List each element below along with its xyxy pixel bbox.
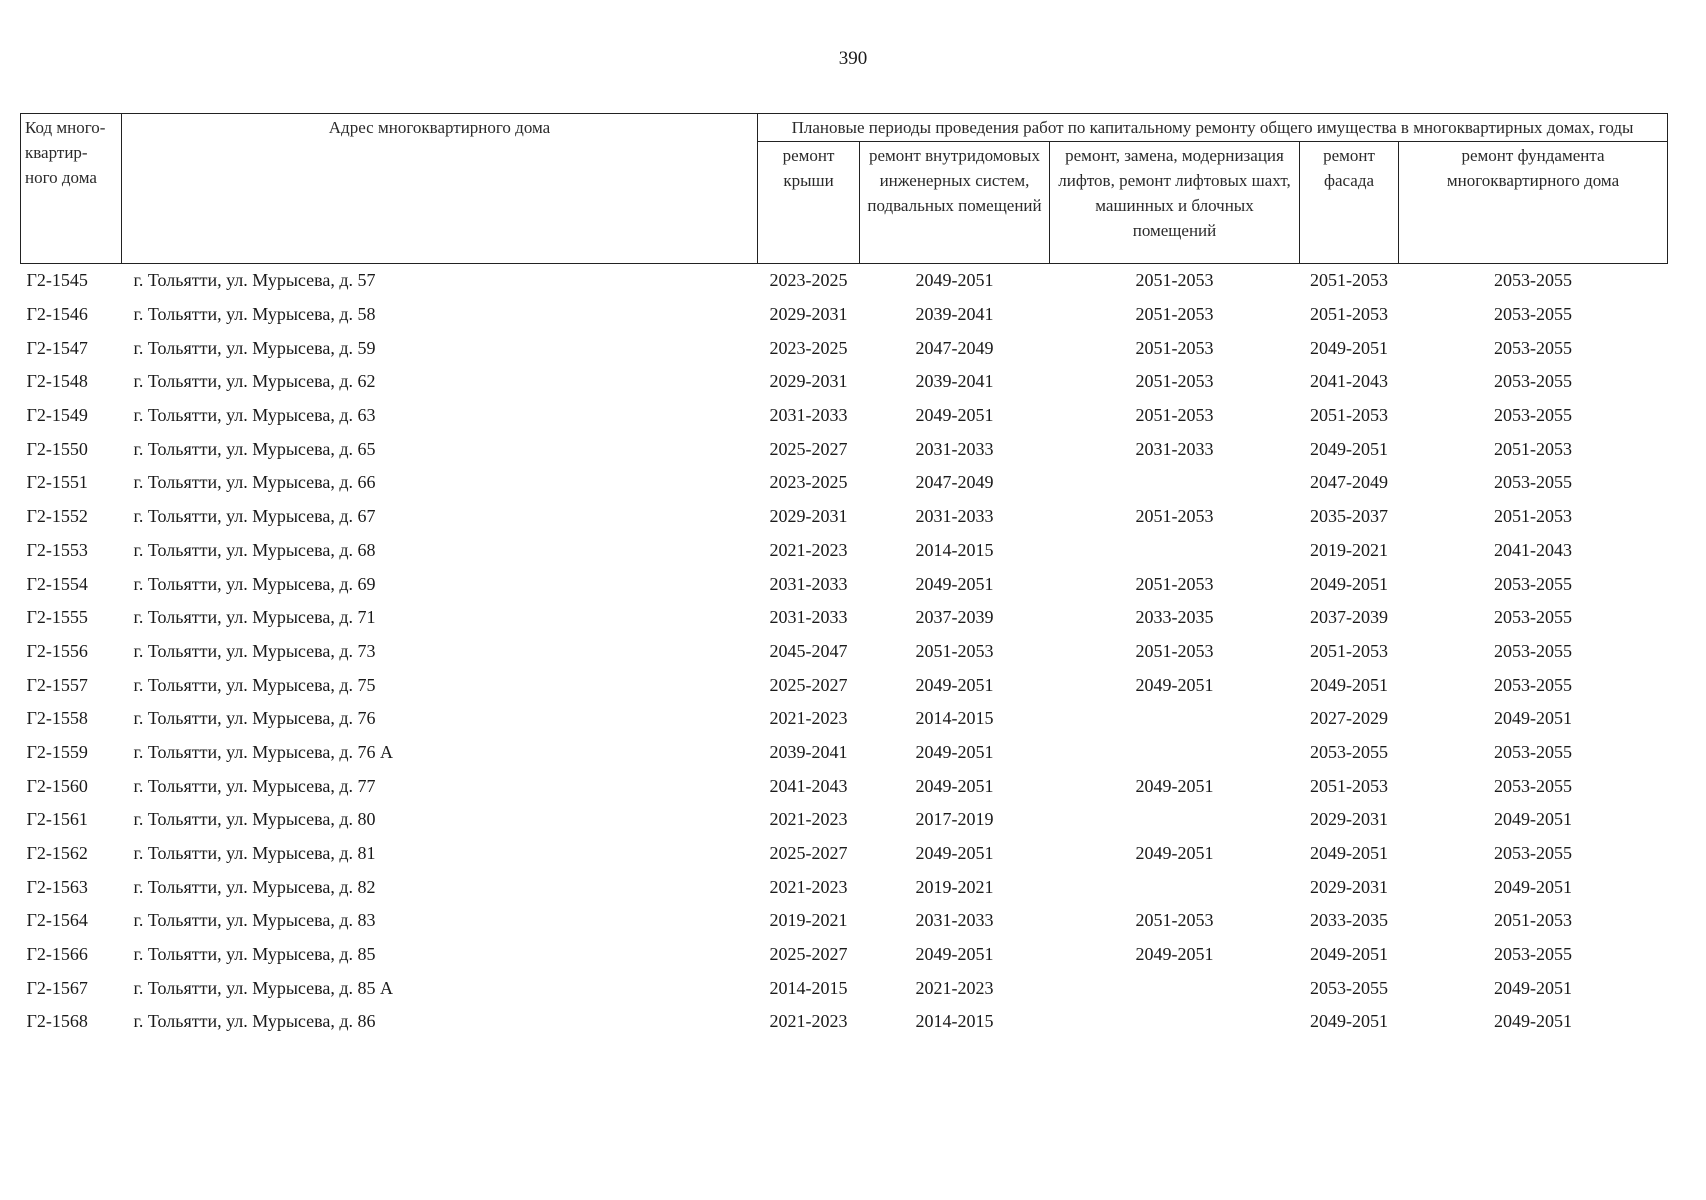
cell-foundation: 2049-2051 (1494, 1011, 1573, 1032)
cell-address: г. Тольятти, ул. Мурысева, д. 59 (133, 337, 376, 358)
cell-roof: 2025-2027 (769, 438, 848, 459)
cell-facade: 2041-2043 (1310, 371, 1388, 392)
cell-foundation: 2049-2051 (1494, 977, 1573, 998)
cell-foundation: 2053-2055 (1494, 472, 1573, 493)
cell-facade: 2049-2051 (1310, 438, 1388, 459)
table-row (21, 567, 1668, 601)
cell-engineering: 2049-2051 (915, 775, 994, 796)
table-header (21, 114, 1668, 264)
cell-foundation: 2053-2055 (1494, 573, 1573, 594)
cell-elevators: 2033-2035 (1135, 607, 1214, 628)
cell-roof: 2039-2041 (769, 741, 848, 762)
cell-facade: 2049-2051 (1310, 1011, 1388, 1032)
table-row (21, 870, 1668, 904)
cell-engineering: 2049-2051 (915, 944, 994, 965)
header-address: Адрес многоквартирного дома (122, 114, 758, 264)
cell-foundation: 2049-2051 (1494, 708, 1573, 729)
cell-foundation: 2053-2055 (1494, 674, 1573, 695)
cell-address: г. Тольятти, ул. Мурысева, д. 76 А (133, 741, 394, 762)
cell-engineering: 2037-2039 (915, 607, 994, 628)
cell-code: Г2-1568 (26, 1011, 88, 1032)
cell-facade: 2047-2049 (1310, 472, 1388, 493)
cell-elevators: 2051-2053 (1135, 573, 1214, 594)
cell-roof: 2023-2025 (769, 270, 848, 291)
cell-address: г. Тольятти, ул. Мурысева, д. 58 (133, 304, 376, 325)
cell-address: г. Тольятти, ул. Мурысева, д. 69 (133, 573, 376, 594)
cell-foundation: 2053-2055 (1494, 270, 1573, 291)
cell-facade: 2049-2051 (1310, 674, 1388, 695)
cell-facade: 2049-2051 (1310, 573, 1388, 594)
cell-address: г. Тольятти, ул. Мурысева, д. 71 (133, 607, 376, 628)
cell-address: г. Тольятти, ул. Мурысева, д. 57 (133, 270, 376, 291)
cell-roof: 2029-2031 (769, 371, 848, 392)
table-row (21, 466, 1668, 500)
cell-elevators (1050, 803, 1300, 837)
cell-code: Г2-1553 (26, 539, 88, 560)
table-row (21, 331, 1668, 365)
header-facade: ремонт фасада (1300, 142, 1399, 264)
cell-elevators: 2051-2053 (1135, 910, 1214, 931)
cell-roof: 2021-2023 (769, 1011, 848, 1032)
cell-elevators: 2049-2051 (1135, 843, 1214, 864)
cell-roof: 2021-2023 (769, 809, 848, 830)
cell-engineering: 2047-2049 (915, 472, 994, 493)
cell-engineering: 2049-2051 (915, 843, 994, 864)
cell-foundation: 2041-2043 (1494, 539, 1573, 560)
cell-roof: 2029-2031 (769, 304, 848, 325)
cell-roof: 2025-2027 (769, 944, 848, 965)
cell-address: г. Тольятти, ул. Мурысева, д. 73 (133, 640, 376, 661)
cell-roof: 2031-2033 (769, 405, 848, 426)
cell-code: Г2-1551 (26, 472, 88, 493)
cell-foundation: 2053-2055 (1494, 741, 1573, 762)
cell-roof: 2021-2023 (769, 876, 848, 897)
cell-foundation: 2051-2053 (1494, 438, 1573, 459)
cell-address: г. Тольятти, ул. Мурысева, д. 66 (133, 472, 376, 493)
table-row (21, 534, 1668, 568)
header-roof: ремонт крыши (758, 142, 860, 264)
cell-facade: 2053-2055 (1310, 741, 1388, 762)
cell-facade: 2051-2053 (1310, 405, 1388, 426)
cell-address: г. Тольятти, ул. Мурысева, д. 86 (133, 1011, 376, 1032)
header-elevators: ремонт, замена, модернизация лифтов, ремонт лифтовых шахт, машинных и блочных помещений (1050, 142, 1300, 264)
cell-code: Г2-1555 (26, 607, 88, 628)
capital-repair-table-wrapper (20, 113, 1667, 1039)
cell-code: Г2-1564 (26, 910, 88, 931)
header-periods-group: Плановые периоды проведения работ по капитальному ремонту общего имущества в многоквартирных домах, годы (758, 114, 1668, 142)
cell-roof: 2025-2027 (769, 674, 848, 695)
table-row (21, 500, 1668, 534)
cell-elevators (1050, 466, 1300, 500)
table-row (21, 769, 1668, 803)
cell-address: г. Тольятти, ул. Мурысева, д. 67 (133, 506, 376, 527)
cell-address: г. Тольятти, ул. Мурысева, д. 85 (133, 944, 376, 965)
cell-facade: 2037-2039 (1310, 607, 1388, 628)
table-row (21, 702, 1668, 736)
cell-foundation: 2053-2055 (1494, 337, 1573, 358)
cell-foundation: 2053-2055 (1494, 775, 1573, 796)
cell-roof: 2031-2033 (769, 607, 848, 628)
cell-code: Г2-1545 (26, 270, 88, 291)
cell-engineering: 2049-2051 (915, 405, 994, 426)
cell-facade: 2019-2021 (1310, 539, 1388, 560)
table-row (21, 601, 1668, 635)
table-row (21, 668, 1668, 702)
cell-elevators (1050, 702, 1300, 736)
cell-elevators (1050, 971, 1300, 1005)
cell-engineering: 2047-2049 (915, 337, 994, 358)
table-body (21, 264, 1668, 1039)
cell-roof: 2019-2021 (769, 910, 848, 931)
cell-foundation: 2053-2055 (1494, 944, 1573, 965)
cell-foundation: 2051-2053 (1494, 506, 1573, 527)
cell-engineering: 2031-2033 (915, 438, 994, 459)
cell-code: Г2-1548 (26, 371, 88, 392)
cell-elevators: 2051-2053 (1135, 405, 1214, 426)
cell-elevators: 2049-2051 (1135, 674, 1214, 695)
cell-facade: 2051-2053 (1310, 270, 1388, 291)
cell-elevators (1050, 870, 1300, 904)
table-row (21, 971, 1668, 1005)
cell-code: Г2-1559 (26, 741, 88, 762)
cell-address: г. Тольятти, ул. Мурысева, д. 85 А (133, 977, 394, 998)
cell-roof: 2031-2033 (769, 573, 848, 594)
table-row (21, 365, 1668, 399)
cell-facade: 2051-2053 (1310, 775, 1388, 796)
cell-facade: 2049-2051 (1310, 944, 1388, 965)
cell-foundation: 2053-2055 (1494, 304, 1573, 325)
cell-roof: 2041-2043 (769, 775, 848, 796)
cell-foundation: 2053-2055 (1494, 843, 1573, 864)
cell-roof: 2029-2031 (769, 506, 848, 527)
cell-facade: 2053-2055 (1310, 977, 1388, 998)
cell-elevators: 2051-2053 (1135, 270, 1214, 291)
cell-foundation: 2053-2055 (1494, 371, 1573, 392)
cell-roof: 2025-2027 (769, 843, 848, 864)
cell-code: Г2-1561 (26, 809, 88, 830)
cell-code: Г2-1549 (26, 405, 88, 426)
cell-engineering: 2049-2051 (915, 573, 994, 594)
cell-engineering: 2031-2033 (915, 506, 994, 527)
header-engineering: ремонт внутридомовых инженерных систем, подвальных помещений (860, 142, 1050, 264)
cell-roof: 2021-2023 (769, 708, 848, 729)
cell-engineering: 2049-2051 (915, 741, 994, 762)
cell-code: Г2-1554 (26, 573, 88, 594)
cell-elevators: 2051-2053 (1135, 337, 1214, 358)
cell-facade: 2049-2051 (1310, 843, 1388, 864)
table-row (21, 635, 1668, 669)
cell-foundation: 2053-2055 (1494, 405, 1573, 426)
cell-facade: 2033-2035 (1310, 910, 1388, 931)
page-number: 390 (838, 48, 868, 69)
cell-engineering: 2019-2021 (915, 876, 994, 897)
cell-elevators: 2049-2051 (1135, 775, 1214, 796)
cell-facade: 2035-2037 (1310, 506, 1388, 527)
cell-elevators: 2051-2053 (1135, 371, 1214, 392)
cell-elevators: 2049-2051 (1135, 944, 1214, 965)
cell-address: г. Тольятти, ул. Мурысева, д. 75 (133, 674, 376, 695)
cell-elevators (1050, 1005, 1300, 1039)
cell-facade: 2027-2029 (1310, 708, 1388, 729)
cell-engineering: 2017-2019 (915, 809, 994, 830)
table-row (21, 837, 1668, 871)
cell-roof: 2045-2047 (769, 640, 848, 661)
cell-engineering: 2039-2041 (915, 304, 994, 325)
cell-address: г. Тольятти, ул. Мурысева, д. 63 (133, 405, 376, 426)
cell-address: г. Тольятти, ул. Мурысева, д. 81 (133, 843, 376, 864)
header-code: Код много-квартир-ного дома (21, 114, 122, 264)
cell-address: г. Тольятти, ул. Мурысева, д. 80 (133, 809, 376, 830)
table-row (21, 298, 1668, 332)
cell-code: Г2-1547 (26, 337, 88, 358)
cell-code: Г2-1566 (26, 944, 88, 965)
cell-address: г. Тольятти, ул. Мурысева, д. 77 (133, 775, 376, 796)
cell-code: Г2-1562 (26, 843, 88, 864)
table-row (21, 1005, 1668, 1039)
cell-facade: 2029-2031 (1310, 809, 1388, 830)
table-row (21, 399, 1668, 433)
cell-foundation: 2049-2051 (1494, 809, 1573, 830)
cell-engineering: 2014-2015 (915, 1011, 994, 1032)
cell-engineering: 2021-2023 (915, 977, 994, 998)
table-row (21, 803, 1668, 837)
cell-elevators: 2051-2053 (1135, 506, 1214, 527)
table-row (21, 938, 1668, 972)
cell-code: Г2-1546 (26, 304, 88, 325)
cell-engineering: 2049-2051 (915, 674, 994, 695)
cell-address: г. Тольятти, ул. Мурысева, д. 82 (133, 876, 376, 897)
header-foundation: ремонт фундамента многоквартирного дома (1399, 142, 1668, 264)
cell-roof: 2023-2025 (769, 337, 848, 358)
cell-roof: 2014-2015 (769, 977, 848, 998)
cell-roof: 2023-2025 (769, 472, 848, 493)
cell-roof: 2021-2023 (769, 539, 848, 560)
cell-engineering: 2031-2033 (915, 910, 994, 931)
cell-foundation: 2053-2055 (1494, 640, 1573, 661)
cell-code: Г2-1557 (26, 674, 88, 695)
table-row (21, 736, 1668, 770)
cell-engineering: 2051-2053 (915, 640, 994, 661)
cell-foundation: 2053-2055 (1494, 607, 1573, 628)
cell-engineering: 2039-2041 (915, 371, 994, 392)
cell-engineering: 2049-2051 (915, 270, 994, 291)
cell-address: г. Тольятти, ул. Мурысева, д. 83 (133, 910, 376, 931)
cell-foundation: 2049-2051 (1494, 876, 1573, 897)
cell-foundation: 2051-2053 (1494, 910, 1573, 931)
cell-address: г. Тольятти, ул. Мурысева, д. 68 (133, 539, 376, 560)
cell-elevators: 2051-2053 (1135, 304, 1214, 325)
cell-address: г. Тольятти, ул. Мурысева, д. 62 (133, 371, 376, 392)
cell-code: Г2-1552 (26, 506, 88, 527)
cell-code: Г2-1556 (26, 640, 88, 661)
cell-elevators (1050, 534, 1300, 568)
cell-facade: 2029-2031 (1310, 876, 1388, 897)
table-row (21, 432, 1668, 466)
cell-elevators (1050, 736, 1300, 770)
cell-address: г. Тольятти, ул. Мурысева, д. 65 (133, 438, 376, 459)
cell-facade: 2051-2053 (1310, 304, 1388, 325)
table-row (21, 264, 1668, 298)
cell-address: г. Тольятти, ул. Мурысева, д. 76 (133, 708, 376, 729)
cell-facade: 2051-2053 (1310, 640, 1388, 661)
cell-code: Г2-1550 (26, 438, 88, 459)
cell-facade: 2049-2051 (1310, 337, 1388, 358)
cell-code: Г2-1563 (26, 876, 88, 897)
table-row (21, 904, 1668, 938)
cell-code: Г2-1567 (26, 977, 88, 998)
cell-engineering: 2014-2015 (915, 539, 994, 560)
cell-code: Г2-1560 (26, 775, 88, 796)
cell-code: Г2-1558 (26, 708, 88, 729)
cell-engineering: 2014-2015 (915, 708, 994, 729)
cell-elevators: 2051-2053 (1135, 640, 1214, 661)
cell-elevators: 2031-2033 (1135, 438, 1214, 459)
capital-repair-table (20, 113, 1668, 1039)
